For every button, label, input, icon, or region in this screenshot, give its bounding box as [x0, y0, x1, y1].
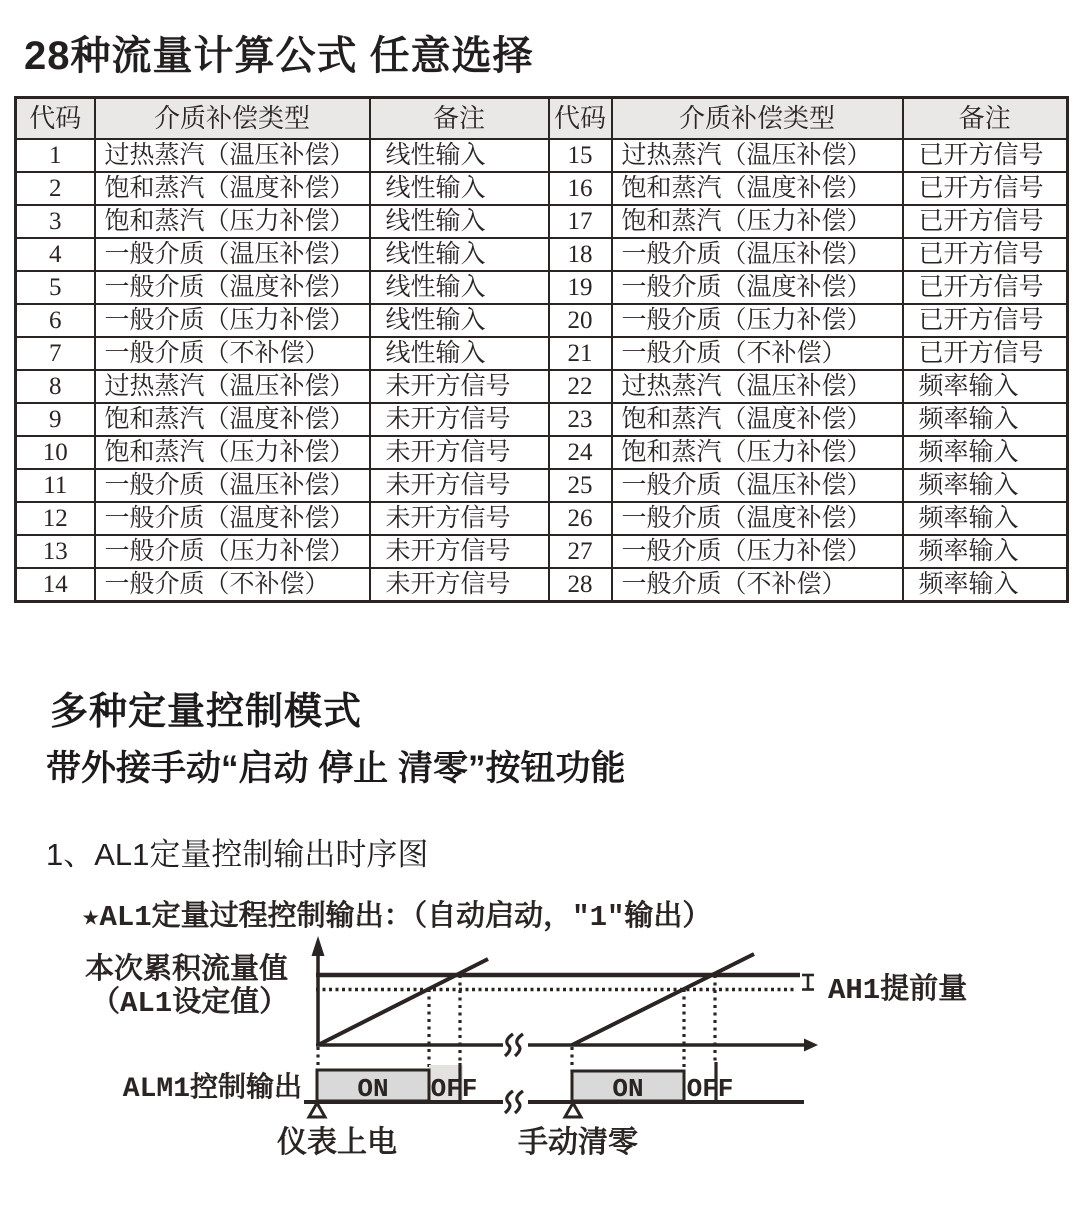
- note-cell-left: 未开方信号: [370, 436, 549, 469]
- note-cell-left: 线性输入: [370, 337, 549, 370]
- code-cell-right: 17: [549, 205, 612, 238]
- note-cell-right: 已开方信号: [903, 172, 1068, 205]
- type-cell-right: 一般介质（压力补偿）: [612, 304, 903, 337]
- code-cell-right: 21: [549, 337, 612, 370]
- type-cell-right: 过热蒸汽（温压补偿）: [612, 370, 903, 403]
- code-cell-left: 2: [16, 172, 95, 205]
- power-on-label: 仪表上电: [277, 1128, 397, 1162]
- type-cell-right: 过热蒸汽（温压补偿）: [612, 139, 903, 172]
- note-cell-left: 未开方信号: [370, 568, 549, 602]
- note-cell-left: 未开方信号: [370, 403, 549, 436]
- type-cell-left: 一般介质（压力补偿）: [95, 535, 370, 568]
- table-row: [16, 568, 1068, 602]
- header-type-left: 介质补偿类型: [95, 98, 370, 139]
- header-note-left: 备注: [370, 98, 549, 139]
- table-row: [16, 403, 1068, 436]
- type-cell-left: 饱和蒸汽（压力补偿）: [95, 205, 370, 238]
- note-cell-right: 频率输入: [903, 502, 1068, 535]
- manual-clear-marker: [565, 1103, 581, 1117]
- manual-clear-label: 手动清零: [518, 1128, 638, 1162]
- al1-timing-diagram: [60, 886, 1080, 1201]
- table-row: [16, 238, 1068, 271]
- type-cell-right: 一般介质（温压补偿）: [612, 469, 903, 502]
- power-on-marker: [309, 1103, 325, 1117]
- table-header-row: [16, 98, 1068, 139]
- note-cell-left: 线性输入: [370, 172, 549, 205]
- y-axis-arrow: [312, 936, 325, 956]
- type-cell-left: 过热蒸汽（温压补偿）: [95, 139, 370, 172]
- type-cell-right: 饱和蒸汽（温度补偿）: [612, 172, 903, 205]
- code-cell-right: 23: [549, 403, 612, 436]
- section-heading: 多种定量控制模式: [50, 691, 363, 733]
- code-cell-left: 14: [16, 568, 95, 602]
- table-row: [16, 370, 1068, 403]
- note-cell-right: 频率输入: [903, 403, 1068, 436]
- type-cell-left: 一般介质（温度补偿）: [95, 271, 370, 304]
- table-row: [16, 172, 1068, 205]
- type-cell-right: 一般介质（压力补偿）: [612, 535, 903, 568]
- type-cell-left: 一般介质（温压补偿）: [95, 238, 370, 271]
- flow-formula-table: [14, 96, 1069, 603]
- code-cell-right: 19: [549, 271, 612, 304]
- code-cell-left: 9: [16, 403, 95, 436]
- table-row: [16, 337, 1068, 370]
- alm1-output-label: ALM1控制输出: [122, 1074, 302, 1105]
- header-code-right: 代码: [549, 98, 612, 139]
- note-cell-left: 未开方信号: [370, 502, 549, 535]
- note-cell-right: 频率输入: [903, 370, 1068, 403]
- code-cell-right: 27: [549, 535, 612, 568]
- note-cell-left: 线性输入: [370, 304, 549, 337]
- y-axis-label-line1: 本次累积流量值: [85, 954, 289, 987]
- table-row: [16, 436, 1068, 469]
- note-cell-right: 已开方信号: [903, 238, 1068, 271]
- type-cell-right: 一般介质（温度补偿）: [612, 271, 903, 304]
- x-axis-arrow: [804, 1039, 818, 1052]
- table-row: [16, 205, 1068, 238]
- page-title: 28种流量计算公式 任意选择: [24, 34, 534, 78]
- flow-ramp-1: [318, 959, 488, 1045]
- type-cell-left: 一般介质（不补偿）: [95, 337, 370, 370]
- note-cell-right: 频率输入: [903, 469, 1068, 502]
- note-cell-left: 线性输入: [370, 139, 549, 172]
- section-subheading: 带外接手动“启动 停止 清零”按钮功能: [46, 749, 626, 788]
- type-cell-left: 一般介质（温度补偿）: [95, 502, 370, 535]
- ah1-gap-bracket: [802, 975, 814, 990]
- code-cell-right: 22: [549, 370, 612, 403]
- note-cell-right: 已开方信号: [903, 337, 1068, 370]
- type-cell-right: 一般介质（不补偿）: [612, 568, 903, 602]
- axis-break-lower: [503, 1091, 528, 1113]
- table-row: [16, 139, 1068, 172]
- ah1-label: AH1提前量: [828, 974, 968, 1007]
- type-cell-left: 一般介质（压力补偿）: [95, 304, 370, 337]
- diagram-item-label: 1、AL1定量控制输出时序图: [46, 837, 429, 872]
- table-row: [16, 469, 1068, 502]
- note-cell-left: 线性输入: [370, 205, 549, 238]
- flow-ramp-2: [572, 954, 754, 1045]
- type-cell-right: 饱和蒸汽（温度补偿）: [612, 403, 903, 436]
- type-cell-right: 饱和蒸汽（压力补偿）: [612, 436, 903, 469]
- y-axis-label-line2: （AL1设定值）: [91, 987, 289, 1020]
- code-cell-left: 10: [16, 436, 95, 469]
- code-cell-right: 15: [549, 139, 612, 172]
- note-cell-left: 线性输入: [370, 271, 549, 304]
- code-cell-left: 8: [16, 370, 95, 403]
- type-cell-right: 一般介质（不补偿）: [612, 337, 903, 370]
- axis-break-upper: [503, 1034, 528, 1056]
- header-type-right: 介质补偿类型: [612, 98, 903, 139]
- type-cell-left: 过热蒸汽（温压补偿）: [95, 370, 370, 403]
- off-label-2: OFF: [686, 1074, 734, 1104]
- note-cell-right: 已开方信号: [903, 205, 1068, 238]
- note-cell-right: 已开方信号: [903, 304, 1068, 337]
- code-cell-left: 3: [16, 205, 95, 238]
- note-cell-right: 频率输入: [903, 436, 1068, 469]
- header-note-right: 备注: [903, 98, 1068, 139]
- header-code-left: 代码: [16, 98, 95, 139]
- note-cell-right: 频率输入: [903, 568, 1068, 602]
- note-cell-right: 频率输入: [903, 535, 1068, 568]
- note-cell-left: 未开方信号: [370, 370, 549, 403]
- type-cell-right: 饱和蒸汽（压力补偿）: [612, 205, 903, 238]
- off-label-1: OFF: [430, 1074, 478, 1104]
- table-row: [16, 502, 1068, 535]
- on-label-1: ON: [357, 1074, 389, 1104]
- type-cell-right: 一般介质（温度补偿）: [612, 502, 903, 535]
- note-cell-left: 未开方信号: [370, 535, 549, 568]
- code-cell-right: 25: [549, 469, 612, 502]
- table-row: [16, 535, 1068, 568]
- table-row: [16, 271, 1068, 304]
- note-cell-right: 已开方信号: [903, 271, 1068, 304]
- on-label-2: ON: [612, 1074, 644, 1104]
- code-cell-right: 26: [549, 502, 612, 535]
- type-cell-left: 一般介质（不补偿）: [95, 568, 370, 602]
- code-cell-right: 18: [549, 238, 612, 271]
- code-cell-right: 24: [549, 436, 612, 469]
- code-cell-left: 13: [16, 535, 95, 568]
- code-cell-right: 20: [549, 304, 612, 337]
- code-cell-left: 4: [16, 238, 95, 271]
- type-cell-left: 饱和蒸汽（温度补偿）: [95, 403, 370, 436]
- diagram-title: ★AL1定量过程控制输出：（自动启动，″1″输出）: [82, 901, 712, 934]
- code-cell-left: 12: [16, 502, 95, 535]
- note-cell-right: 已开方信号: [903, 139, 1068, 172]
- code-cell-right: 16: [549, 172, 612, 205]
- code-cell-left: 7: [16, 337, 95, 370]
- note-cell-left: 未开方信号: [370, 469, 549, 502]
- note-cell-left: 线性输入: [370, 238, 549, 271]
- type-cell-left: 饱和蒸汽（压力补偿）: [95, 436, 370, 469]
- code-cell-left: 11: [16, 469, 95, 502]
- type-cell-right: 一般介质（温压补偿）: [612, 238, 903, 271]
- code-cell-left: 6: [16, 304, 95, 337]
- code-cell-left: 5: [16, 271, 95, 304]
- table-row: [16, 304, 1068, 337]
- type-cell-left: 一般介质（温压补偿）: [95, 469, 370, 502]
- code-cell-left: 1: [16, 139, 95, 172]
- type-cell-left: 饱和蒸汽（温度补偿）: [95, 172, 370, 205]
- code-cell-right: 28: [549, 568, 612, 602]
